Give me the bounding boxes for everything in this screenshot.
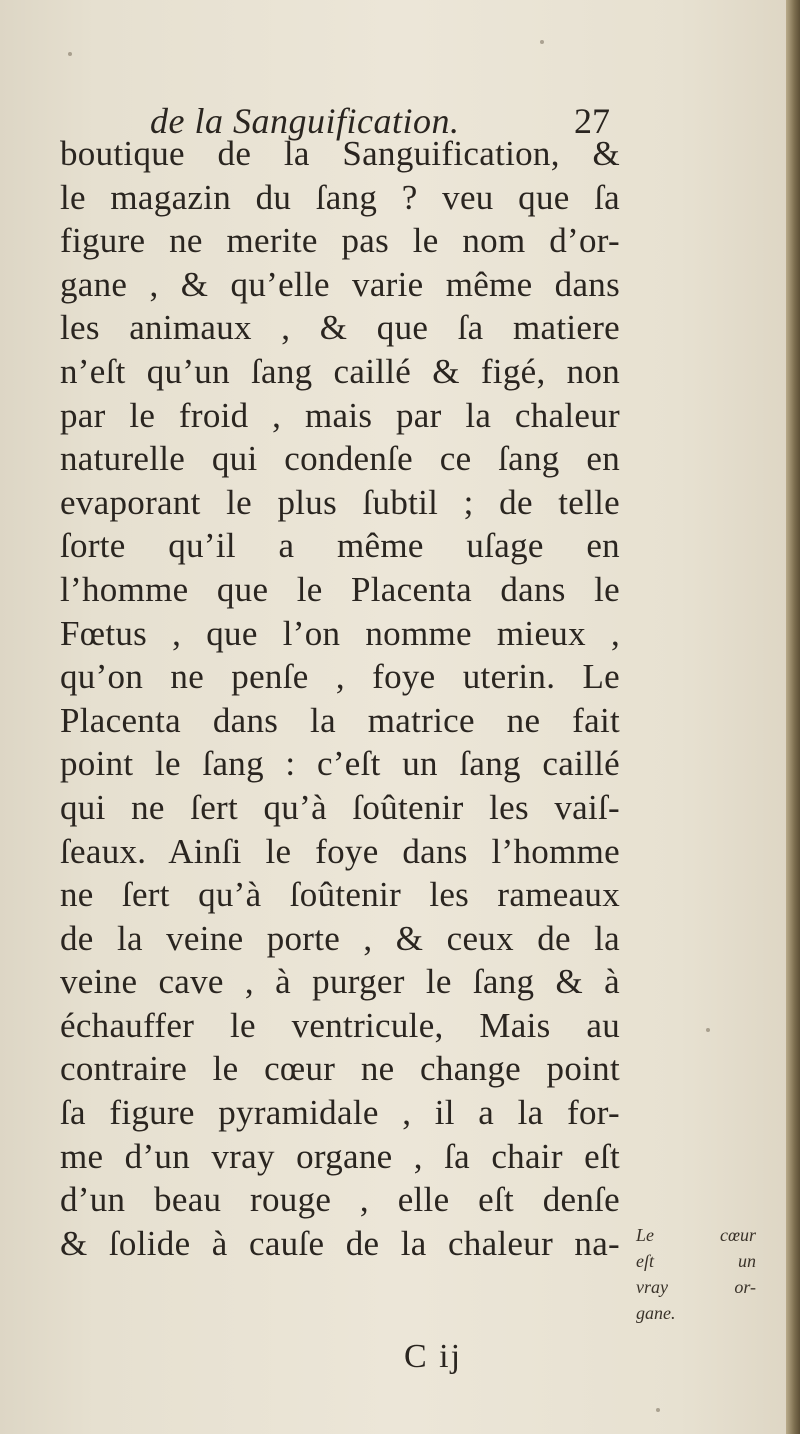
running-title: de la Sanguification. (150, 101, 460, 141)
text-line: les animaux , & que ſa matiere (60, 308, 620, 348)
text-line: veine cave , à purger le ſang & à (60, 962, 620, 1002)
text-line: qu’on ne penſe , foye uterin. Le (60, 657, 620, 697)
text-line: ſa figure pyramidale , il a la for- (60, 1093, 620, 1133)
text-line: l’homme que le Placenta dans le (60, 569, 620, 609)
page-number: 27 (574, 101, 610, 141)
text-line: Placenta dans la matrice ne fait (60, 700, 620, 740)
paper-speck (68, 52, 72, 56)
text-line: point le ſang : c’eſt un ſang caillé (60, 744, 620, 784)
text-line: figure ne merite pas le nom d’or- (60, 221, 620, 261)
text-line: ne ſert qu’à ſoûtenir les rameaux (60, 875, 620, 915)
binding-edge (786, 0, 800, 1434)
body-text (60, 132, 620, 1265)
text-line: naturelle qui condenſe ce ſang en (60, 439, 620, 479)
text-line: de la veine porte , & ceux de la (60, 918, 620, 958)
paper-speck (656, 1408, 660, 1412)
marginal-note-line: eſt un (636, 1251, 756, 1271)
paper-speck (540, 40, 544, 44)
text-line: evaporant le plus ſubtil ; de telle (60, 482, 620, 522)
text-line: & ſolide à cauſe de la chaleur na- (60, 1223, 620, 1263)
text-line: par le froid , mais par la chaleur (60, 395, 620, 435)
marginal-note-line: Le cœur (636, 1225, 756, 1245)
text-line: le magazin du ſang ? veu que ſa (60, 177, 620, 217)
text-line: ſorte qu’il a même uſage en (60, 526, 620, 566)
text-line: échauffer le ventricule, Mais au (60, 1005, 620, 1045)
text-line: gane , & qu’elle varie même dans (60, 264, 620, 304)
text-line: n’eſt qu’un ſang caillé & figé, non (60, 351, 620, 391)
text-line: boutique de la Sanguification, & (60, 134, 620, 173)
text-line: Fœtus , que l’on nomme mieux , (60, 613, 620, 653)
text-line: contraire le cœur ne change point (60, 1049, 620, 1089)
text-line: d’un beau rouge , elle eſt denſe (60, 1180, 620, 1220)
marginal-note (636, 1222, 766, 1326)
text-line: me d’un vray organe , ſa chair eſt (60, 1136, 620, 1176)
paper-speck (706, 1028, 710, 1032)
text-line: ſeaux. Ainſi le foye dans l’homme (60, 831, 620, 871)
signature-mark: C ij (404, 1338, 463, 1375)
marginal-note-line: gane. (636, 1303, 676, 1323)
marginal-note-line: vray or- (636, 1277, 756, 1297)
text-line: qui ne ſert qu’à ſoûtenir les vaiſ- (60, 787, 620, 827)
